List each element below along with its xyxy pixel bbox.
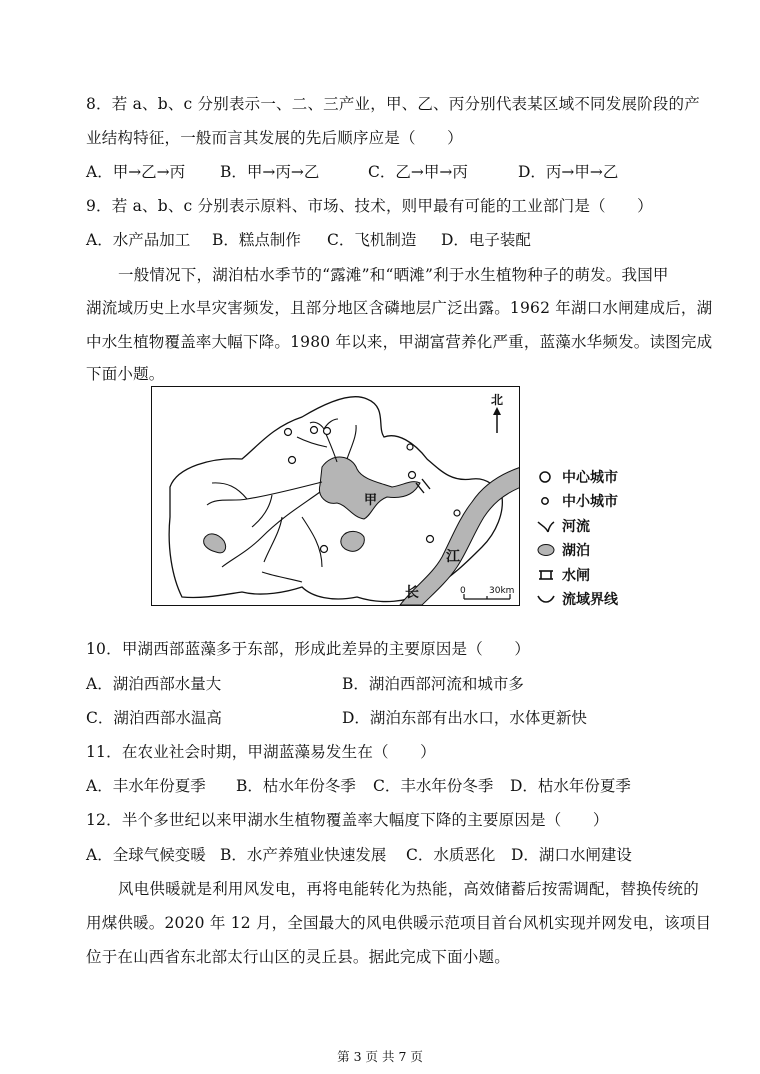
passage1-line3: 中水生植物覆盖率大幅下降。1980 年以来，甲湖富营养化严重，蓝藻水华频发。读图完成: [86, 333, 713, 351]
q12-option-a[interactable]: A．全球气候变暖: [86, 846, 206, 864]
scale-distance: 30km: [489, 586, 515, 596]
q9-stem: 9．若 a、b、c 分别表示原料、市场、技术，则甲最有可能的工业部门是（ ）: [86, 197, 653, 215]
boundary-icon: [536, 590, 556, 608]
q11-option-c[interactable]: C．丰水年份冬季: [373, 777, 494, 795]
q9-option-d[interactable]: D．电子装配: [441, 231, 531, 249]
page-footer: 第 3 页 共 7 页: [337, 1049, 423, 1064]
passage2-line1: 风电供暖就是利用风发电，再将电能转化为热能，高效储蓄后按需调配，替换传统的: [118, 880, 699, 898]
central-city-icon: [536, 468, 556, 486]
scale-zero: 0: [460, 586, 466, 596]
q8-stem-line1: 8．若 a、b、c 分别表示一、二、三产业，甲、乙、丙分别代表某区域不同发展阶段的产: [86, 95, 700, 113]
passage1-line1: 一般情况下，湖泊枯水季节的“露滩”和“晒滩”利于水生植物种子的萌发。我国甲: [118, 266, 669, 284]
q11-option-d[interactable]: D．枯水年份夏季: [510, 777, 631, 795]
passage1-line2: 湖流域历史上水旱灾害频发，且部分地区含磷地层广泛出露。1962 年湖口水闸建成后，湖: [86, 299, 713, 317]
q8-option-c[interactable]: C．乙→甲→丙: [368, 163, 468, 181]
q8-option-a[interactable]: A．甲→乙→丙: [86, 163, 186, 181]
q10-option-c[interactable]: C．湖泊西部水温高: [86, 709, 222, 727]
q11-option-a[interactable]: A．丰水年份夏季: [86, 777, 206, 795]
lake-label: 甲: [364, 493, 378, 508]
q12-option-d[interactable]: D．湖口水闸建设: [511, 846, 632, 864]
q12-stem: 12．半个多世纪以来甲湖水生植物覆盖率大幅度下降的主要原因是（ ）: [86, 811, 609, 829]
river-label-chang: 长: [405, 585, 419, 601]
q8-option-d[interactable]: D．丙→甲→乙: [518, 163, 619, 181]
q11-stem: 11．在农业社会时期，甲湖蓝藻易发生在（ ）: [86, 743, 436, 761]
passage2-line3: 位于在山西省东北部太行山区的灵丘县。据此完成下面小题。: [86, 948, 510, 966]
lake-icon: [536, 541, 556, 559]
north-label: 北: [491, 393, 504, 407]
q8-stem-line2: 业结构特征，一般而言其发展的先后顺序应是（ ）: [86, 129, 463, 147]
q12-option-b[interactable]: B．水产养殖业快速发展: [220, 846, 387, 864]
q9-option-a[interactable]: A．水产品加工: [86, 231, 191, 249]
lake-basin-map: [151, 386, 520, 606]
small-city-icon: [536, 492, 556, 510]
north-arrow-icon: [493, 407, 501, 433]
q10-option-a[interactable]: A．湖泊西部水量大: [86, 675, 222, 693]
river-label-jiang: 江: [446, 549, 460, 565]
q11-option-b[interactable]: B．枯水年份冬季: [236, 777, 356, 795]
q9-option-b[interactable]: B．糕点制作: [212, 231, 301, 249]
main-lake: [319, 457, 420, 519]
q10-option-b[interactable]: B．湖泊西部河流和城市多: [342, 675, 524, 693]
sluice-gate: [416, 479, 430, 493]
river-icon: [536, 517, 556, 535]
q10-stem: 10．甲湖西部蓝藻多于东部，形成此差异的主要原因是（ ）: [86, 640, 531, 658]
small-lake-center: [341, 531, 364, 551]
q12-option-c[interactable]: C．水质恶化: [406, 846, 496, 864]
map-drawing: [152, 387, 520, 606]
q10-option-d[interactable]: D．湖泊东部有出水口，水体更新快: [342, 709, 587, 727]
q9-option-c[interactable]: C．飞机制造: [327, 231, 417, 249]
passage2-line2: 用煤供暖。2020 年 12 月，全国最大的风电供暖示范项目首台风机实现并网发电，该项目: [86, 914, 712, 932]
passage1-line4: 下面小题。: [86, 365, 165, 383]
q8-option-b[interactable]: B．甲→丙→乙: [220, 163, 320, 181]
sluice-icon: [536, 566, 556, 584]
small-lake-west: [204, 534, 226, 553]
